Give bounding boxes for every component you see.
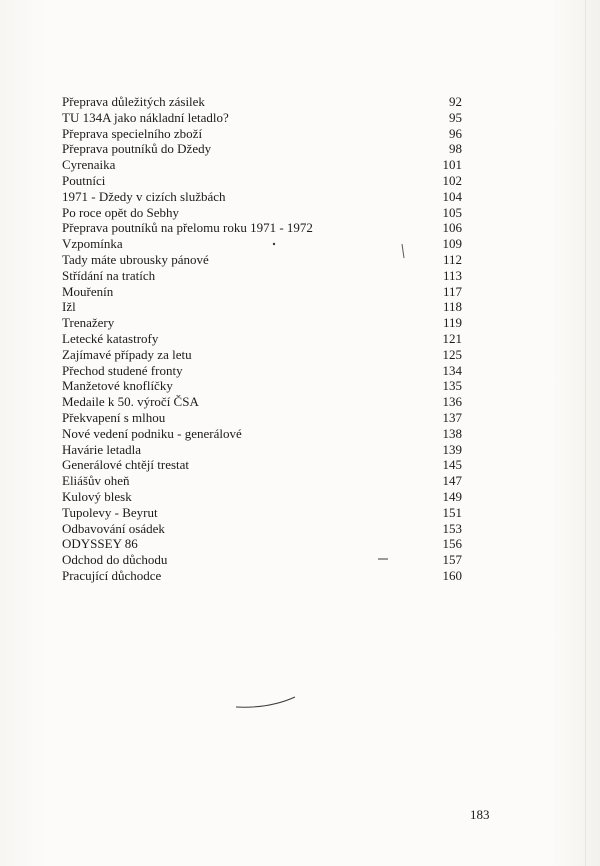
- toc-entry-page: 104: [442, 188, 462, 204]
- toc-entry-page: 92: [449, 94, 462, 109]
- toc-entry: [62, 94, 462, 110]
- toc-entry-title: Vzpomínka: [62, 236, 123, 252]
- toc-entry: [62, 378, 462, 394]
- toc-entry-title: Mouřenín: [62, 283, 114, 299]
- toc-entry: [62, 220, 462, 236]
- toc-entry-page: 102: [442, 172, 462, 188]
- toc-entry: [62, 299, 462, 315]
- toc-entry-title: Pracující důchodce: [62, 567, 162, 583]
- toc-entry-title: Eliášův oheň: [62, 473, 130, 489]
- toc-entry-title: Letecké katastrofy: [62, 330, 159, 346]
- toc-entry-page: 109: [442, 236, 462, 252]
- toc-entry: [62, 568, 462, 584]
- toc-entry-page: 157: [442, 552, 462, 568]
- toc-entry: [62, 521, 462, 537]
- toc-entry-page: 136: [442, 394, 462, 410]
- toc-entry: [62, 489, 462, 505]
- toc-entry-title: TU 134A jako nákladní letadlo?: [62, 109, 229, 125]
- toc-entry-title: Přeprava specielního zboží: [62, 125, 203, 141]
- toc-entry: [62, 205, 462, 221]
- toc-entry: [62, 473, 462, 489]
- toc-entry-title: Přeprava důležitých zásilek: [62, 94, 205, 109]
- toc-entry-title: Havárie letadla: [62, 441, 142, 457]
- toc-entry-title: Kulový blesk: [62, 488, 132, 504]
- toc-entry: [62, 410, 462, 426]
- toc-entry-title: Odchod do důchodu: [62, 552, 168, 568]
- toc-entry: [62, 457, 462, 473]
- toc-entry-page: 119: [442, 315, 462, 331]
- toc-entry: [62, 157, 462, 173]
- toc-entry-page: 112: [442, 251, 462, 267]
- toc-entry-page: 106: [442, 220, 462, 236]
- toc-entry-page: 135: [442, 378, 462, 394]
- toc-entry-page: 96: [449, 125, 462, 141]
- toc-entry-page: 105: [442, 204, 462, 220]
- toc-entry: [62, 141, 462, 157]
- toc-entry: [62, 552, 462, 568]
- toc-entry-page: 137: [442, 409, 462, 425]
- toc-entry: [62, 394, 462, 410]
- toc-entry-page: 134: [442, 362, 462, 378]
- toc-entry-page: 118: [442, 299, 462, 315]
- toc-entry: [62, 173, 462, 189]
- toc-entry: [62, 442, 462, 458]
- page-number: 183: [470, 807, 490, 822]
- toc-entry-page: 138: [442, 425, 462, 441]
- toc-entry-title: Medaile k 50. výročí ČSA: [62, 394, 199, 410]
- toc-entry-title: Nové vedení podniku - generálové: [62, 425, 242, 441]
- toc-entry-page: 113: [442, 267, 462, 283]
- toc-entry-title: Překvapení s mlhou: [62, 409, 166, 425]
- toc-entry-title: Přeprava poutníků do Džedy: [62, 141, 212, 157]
- toc-entry: [62, 347, 462, 363]
- toc-entry-title: Odbavování osádek: [62, 520, 165, 536]
- toc-entry-title: Tupolevy - Beyrut: [62, 504, 158, 520]
- toc-entry-page: 160: [442, 567, 462, 583]
- toc-entry-title: 1971 - Džedy v cizích službách: [62, 188, 226, 204]
- toc-entry: [62, 268, 462, 284]
- toc-entry: [62, 331, 462, 347]
- toc-entry-page: 98: [449, 141, 462, 157]
- toc-entry-title: Po roce opět do Sebhy: [62, 204, 179, 220]
- toc-entry: [62, 426, 462, 442]
- toc-entry-page: 125: [442, 346, 462, 362]
- toc-entry-page: 151: [442, 504, 462, 520]
- page-edge-shadow: [585, 0, 586, 866]
- toc-entry-title: Přeprava poutníků na přelomu roku 1971 - 1972: [62, 220, 313, 236]
- toc-entry-title: ODYSSEY 86: [62, 536, 138, 552]
- toc-entry-title: Trenažery: [62, 315, 115, 331]
- toc-entry-title: Poutníci: [62, 172, 106, 188]
- toc-entry-page: 95: [449, 109, 462, 125]
- toc-entry: [62, 126, 462, 142]
- toc-entry-page: 156: [442, 536, 462, 552]
- pen-stroke-mark: [236, 697, 295, 707]
- toc-entry: [62, 110, 462, 126]
- toc-entry: [62, 236, 462, 252]
- toc-entry: [62, 284, 462, 300]
- toc-entry-title: Přechod studené fronty: [62, 362, 183, 378]
- toc-entry-title: Střídání na tratích: [62, 267, 156, 283]
- toc-entry-title: Zajímavé případy za letu: [62, 346, 192, 362]
- toc-entry-page: 121: [442, 330, 462, 346]
- toc-entry: [62, 189, 462, 205]
- toc-entry-page: 153: [442, 520, 462, 536]
- toc-entry-page: 147: [442, 473, 462, 489]
- toc-entry: [62, 252, 462, 268]
- toc-entry-page: 149: [442, 488, 462, 504]
- toc-entry: [62, 505, 462, 521]
- toc-entry: [62, 363, 462, 379]
- toc-entry: [62, 315, 462, 331]
- toc-entry-page: 145: [442, 457, 462, 473]
- toc-entry-title: Manžetové knoflíčky: [62, 378, 173, 394]
- toc-entry-title: Generálové chtějí trestat: [62, 457, 190, 473]
- table-of-contents: [62, 94, 462, 584]
- toc-entry-page: 139: [442, 441, 462, 457]
- toc-entry-page: 117: [442, 283, 462, 299]
- toc-entry: [62, 536, 462, 552]
- toc-entry-title: Cyrenaika: [62, 157, 116, 173]
- toc-entry-title: Tady máte ubrousky pánové: [62, 251, 209, 267]
- toc-entry-title: Ižl: [62, 299, 76, 315]
- toc-entry-page: 101: [442, 157, 462, 173]
